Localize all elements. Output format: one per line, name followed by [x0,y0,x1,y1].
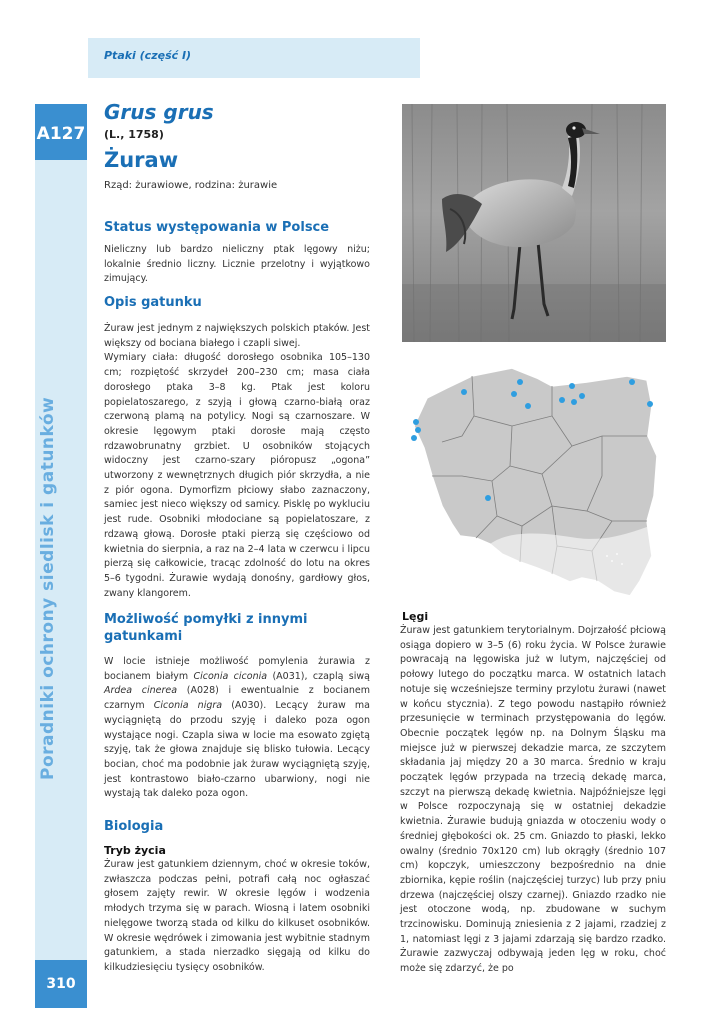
poland-map [402,356,666,606]
crane-photo [402,104,666,342]
breeding-text: Żuraw jest gatunkiem terytorialnym. Dojrzałość płciową osiąga dopiero w 3–5 (6) roku życia. W Polsce żurawie powracają na lęgowiska już w lutym, najczęściej od połowy lutego do początku marca. W ostatnich latach notuje się wcześniejsze terminy przylotu żurawi (nawet w końcu stycznia). Z tego powodu nastąpiło również przesunięcie w terminach przystępowania do lęgów. Obecnie początek lęgów np. na Dolnym Śląsku ma miejsce już w pierwszej dekadzie marca, ze szczytem składania jaj między 20 a 30 marca. Średnio w kraju początek lęgów przypada na trzecią dekadę marca, szczyt na pierwszą dekadę kwietnia. Najpóźniejsze lęgi w Polsce rozpoczynają się w ostatniej dekadzie kwietnia. Żurawie budują gniazda w otoczeniu wody o średniej głębokości ok. 25 cm. Gniazdo to płaski, lekko owalny (średnio 70x120 cm) lub okrągły (średnio 107 cm) kopczyk, umieszczony bezpośrednio na dnie zbiornika, kępie roślin (najczęściej turzyc) lub przy pniu drzewa (najczęściej olszy czarnej). Gniazdo rzadko nie jest otoczone wodą, np. zbudowane w suchym trzcinowisku. Dominują zniesienia z 2 jajami, rzadziej z 1, natomiast lęgi z 3 jajami zdarzają się bardzo rzadko. Żurawie zazwyczaj odbywają jeden lęg w roku, choć może się zdarzyć, że po [400,625,666,975]
occurrence-marker [579,393,585,399]
description-text [104,322,370,601]
confusion-text [104,655,370,802]
status-heading: Status występowania w Polsce [104,220,330,235]
page-number: 310 [46,976,76,992]
biology-heading: Biologia [104,819,164,834]
latin-ciconia-nigra: Ciconia nigra [153,700,223,712]
description-paragraph-2: Wymiary ciała: długość dorosłego osobnika 105–130 cm; rozpiętość skrzydeł 200–230 cm; masa ciała dorosłego ptaka 3–8 kg. Ptak jest koloru popielatoszarego, z szyją i głową czarno-białą oraz czerwoną plamą na potylicy. Nogi są czarnoszare. W okresie lęgowym ptaki dorosłe mają często rdzawobrunatny grzbiet. U osobników stojących widoczny jest czarno-szary pióropusz „ogona” utworzony z wewnętrznych długich piór skrzydła, a nie z piór ogona. Dymorfizm płciowy słabo zaznaczony, samiec jest nieco większy od samicy. Pisklę po wykluciu jest rude. Osobniki młodociane są popielatoszare, z rdzawą głową. Dorosłe ptaki pierzą się częściowo od kwietnia do sierpnia, a raz na 2–4 lata w czerwcu i lipcu pierzą się całkowicie, tracąc zdolność do lotu na okres 5–6 tygodni. Żurawie wydają donośny, gardłowy głos, zwany klangorem. [104,352,370,599]
species-author: (L., 1758) [104,128,164,141]
occurrence-marker [511,391,517,397]
status-text: Nieliczny lub bardzo nieliczny ptak lęgowy niżu; lokalnie średnio liczny. Licznie przelotny i wyjątkowo zimujący. [104,244,370,285]
confusion-text-part-2: (A031), czaplą siwą [267,670,370,682]
confusion-text-part-3: (A028) i ewentualnie z bocianem czarnym [104,685,371,712]
distribution-map [402,356,666,606]
sidebar-vertical-title: Poradniki ochrony siedlisk i gatunków [38,396,58,780]
latin-ardea-cinerea: Ardea cinerea [104,685,178,697]
taxonomy-line: Rząd: żurawiowe, rodzina: żurawie [104,180,278,191]
description-paragraph-1: Żuraw jest jednym z największych polskich ptaków. Jest większy od bociana białego i czapli siwej. [104,323,370,349]
occurrence-marker [647,401,653,407]
occurrence-marker [571,399,577,405]
occurrence-marker [517,379,523,385]
latin-ciconia-ciconia: Ciconia ciconia [193,670,268,682]
latin-name: Grus grus [104,100,214,124]
confusion-heading: Możliwość pomyłki z innymi gatunkami [104,612,308,644]
occurrence-marker [559,397,565,403]
confusion-text-part-1: W locie istnieje możliwość pomylenia żurawia z bocianem białym [104,656,370,682]
occurrence-marker [525,403,531,409]
map-dot [621,563,623,565]
breeding-heading: Lęgi [402,610,429,623]
lifestyle-text: Żuraw jest gatunkiem dziennym, choć w okresie toków, zwłaszcza podczas pełni, potrafi całą noc ogłaszać głosem zajęty rewir. W okresie lęgów i wodzenia młodych trzyma się w parach. Wiosną i latem osobniki nielęgowe tworzą stada od kilku do kilkuset osobników. W okresie wędrówek i zimowania jest wybitnie stadnym gatunkiem, a stada nierzadko sięgają od kilku do kilkudziesięciu tysięcy osobników. [104,859,370,973]
map-dot [616,553,618,555]
occurrence-marker [413,419,419,425]
map-dot [611,560,613,562]
species-code: A127 [36,124,86,144]
polish-name: Żuraw [104,148,179,172]
series-title: Ptaki (część I) [104,49,192,62]
map-dot [606,555,608,557]
occurrence-marker [629,379,635,385]
crane-photo-illustration [402,104,666,342]
occurrence-marker [485,495,491,501]
description-heading: Opis gatunku [104,295,202,310]
lifestyle-heading: Tryb życia [104,844,166,857]
occurrence-marker [461,389,467,395]
occurrence-marker [569,383,575,389]
confusion-text-part-4: (A030). Lecący żuraw ma wyciągniętą do przodu szyję i daleko poza ogon wystające nogi. Czapla siwa w locie ma esowato zgiętą szyję, tak że głowa znajduje się blisko tułowia. Lecący bocian, choć ma podobnie jak żuraw wyciągniętą szyję, jest kontrastowo biało-czarno ubarwiony, nogi nie wystają tak daleko poza ogon. [104,700,371,800]
occurrence-marker [415,427,421,433]
occurrence-marker [411,435,417,441]
